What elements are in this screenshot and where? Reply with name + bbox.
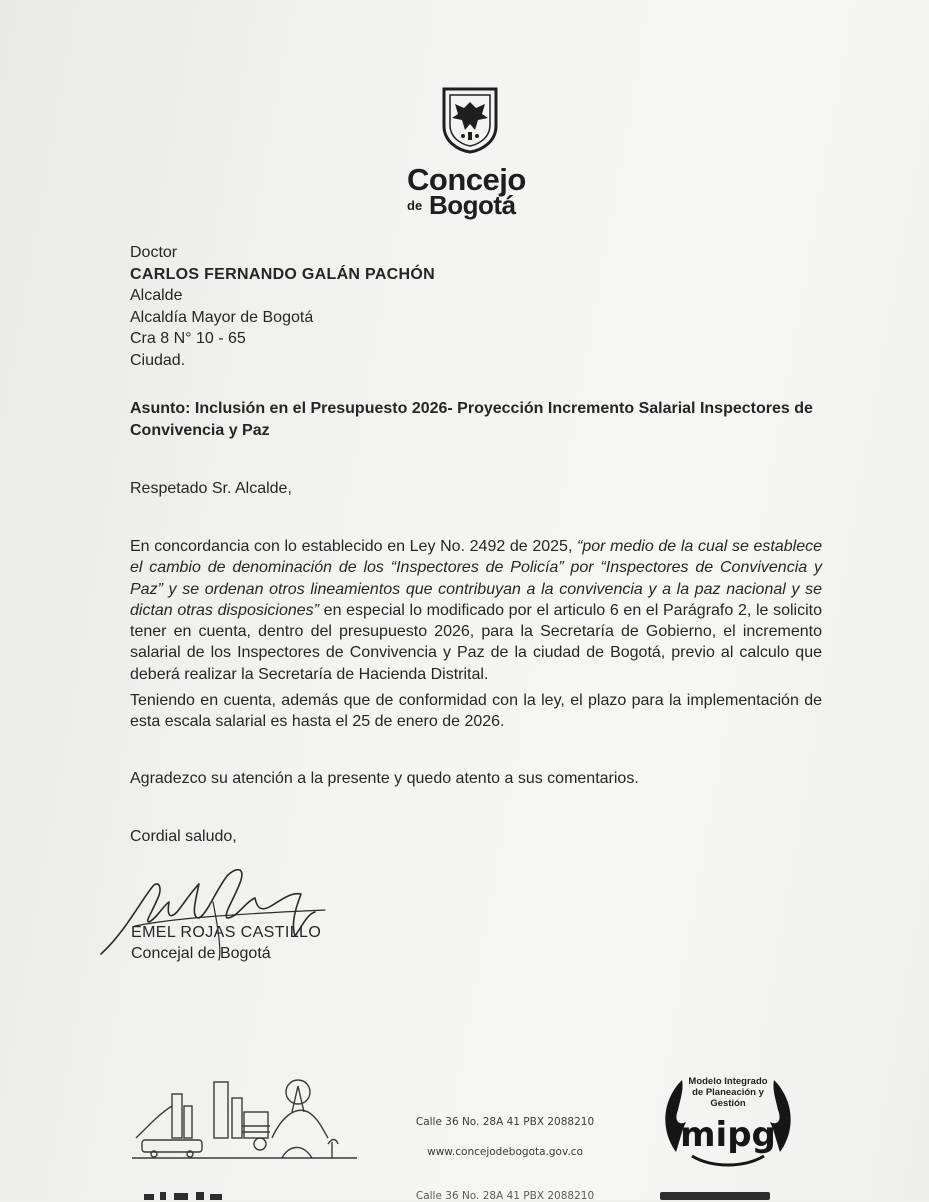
logo-text-de: de	[407, 198, 423, 213]
recipient-entity: Alcaldía Mayor de Bogotá	[130, 308, 314, 326]
body-paragraph-1-rest: en especial lo modificado por el articulo 6 en el Parágrafo 2, le solicito tener en cuenta, dentro del presupuesto 2026, para la Secretaría de Gobierno, el incremento salarial de los Inspectores de Convivencia y Paz de la ciudad de Bogotá, previo al calculo que deberá realizar la Secretaría de Hacienda Distrital.	[130, 601, 822, 683]
salutation: Respetado Sr. Alcalde,	[130, 480, 292, 497]
mipg-logo	[652, 1060, 804, 1180]
logo-text-bogota: Bogotá	[429, 190, 516, 220]
recipient-name: CARLOS FERNANDO GALÁN PACHÓN	[130, 265, 435, 283]
closing: Cordial saludo,	[130, 828, 237, 845]
city-skyline-illustration	[132, 1072, 357, 1162]
footer-address-repeat: Calle 36 No. 28A 41 PBX 2088210	[415, 1190, 595, 1202]
mipg-caption-line-1: Modelo Integrado	[688, 1076, 768, 1087]
signer-block	[131, 922, 321, 964]
signer-position: Concejal de Bogotá	[131, 945, 271, 962]
mipg-wordmark: mipg	[680, 1115, 776, 1155]
subject-line: Asunto: Inclusión en el Presupuesto 2026- Proyección Incremento Salarial Inspectores de Convivencia y Paz	[130, 400, 813, 439]
recipient-block	[130, 242, 435, 372]
logo-text-concejo: Concejo	[407, 162, 526, 197]
recipient-title: Doctor	[130, 244, 178, 261]
mipg-caption-line-2: de Planeación y	[692, 1087, 764, 1098]
law-quote: “por medio de la cual se establece el cambio de denominación de los “Inspectores de Policía” por “Inspectores de Convivencia y Paz” y se ordenan otros lineamientos que contribuyan a la convivencia y a la paz nacional y se dictan otras disposiciones”	[130, 538, 822, 619]
body-paragraph-3: Agradezco su atención a la presente y quedo atento a sus comentarios.	[130, 770, 639, 787]
mipg-caption	[652, 1076, 804, 1109]
body-paragraph-2: Teniendo en cuenta, además que de conformidad con la ley, el plazo para la implementación de esta escala salarial es hasta el 25 de enero de 2026.	[130, 692, 822, 731]
bottom-bleed-through	[140, 1188, 840, 1200]
signer-name: EMEL ROJAS CASTILLO	[131, 924, 322, 941]
recipient-position: Alcalde	[130, 287, 183, 305]
coat-of-arms-icon	[441, 86, 499, 154]
mipg-caption-line-3: Gestión	[710, 1098, 746, 1109]
recipient-city: Ciudad.	[130, 351, 186, 369]
recipient-address: Cra 8 N° 10 - 65	[130, 330, 246, 348]
body-paragraph-1	[130, 536, 822, 685]
footer-website: www.concejodebogota.gov.co	[427, 1146, 583, 1158]
body-paragraph-1-intro: En concordancia con lo establecido en Ley No. 2492 de 2025,	[130, 538, 578, 555]
footer-address: Calle 36 No. 28A 41 PBX 2088210	[415, 1116, 595, 1128]
concejo-logo	[395, 86, 545, 226]
